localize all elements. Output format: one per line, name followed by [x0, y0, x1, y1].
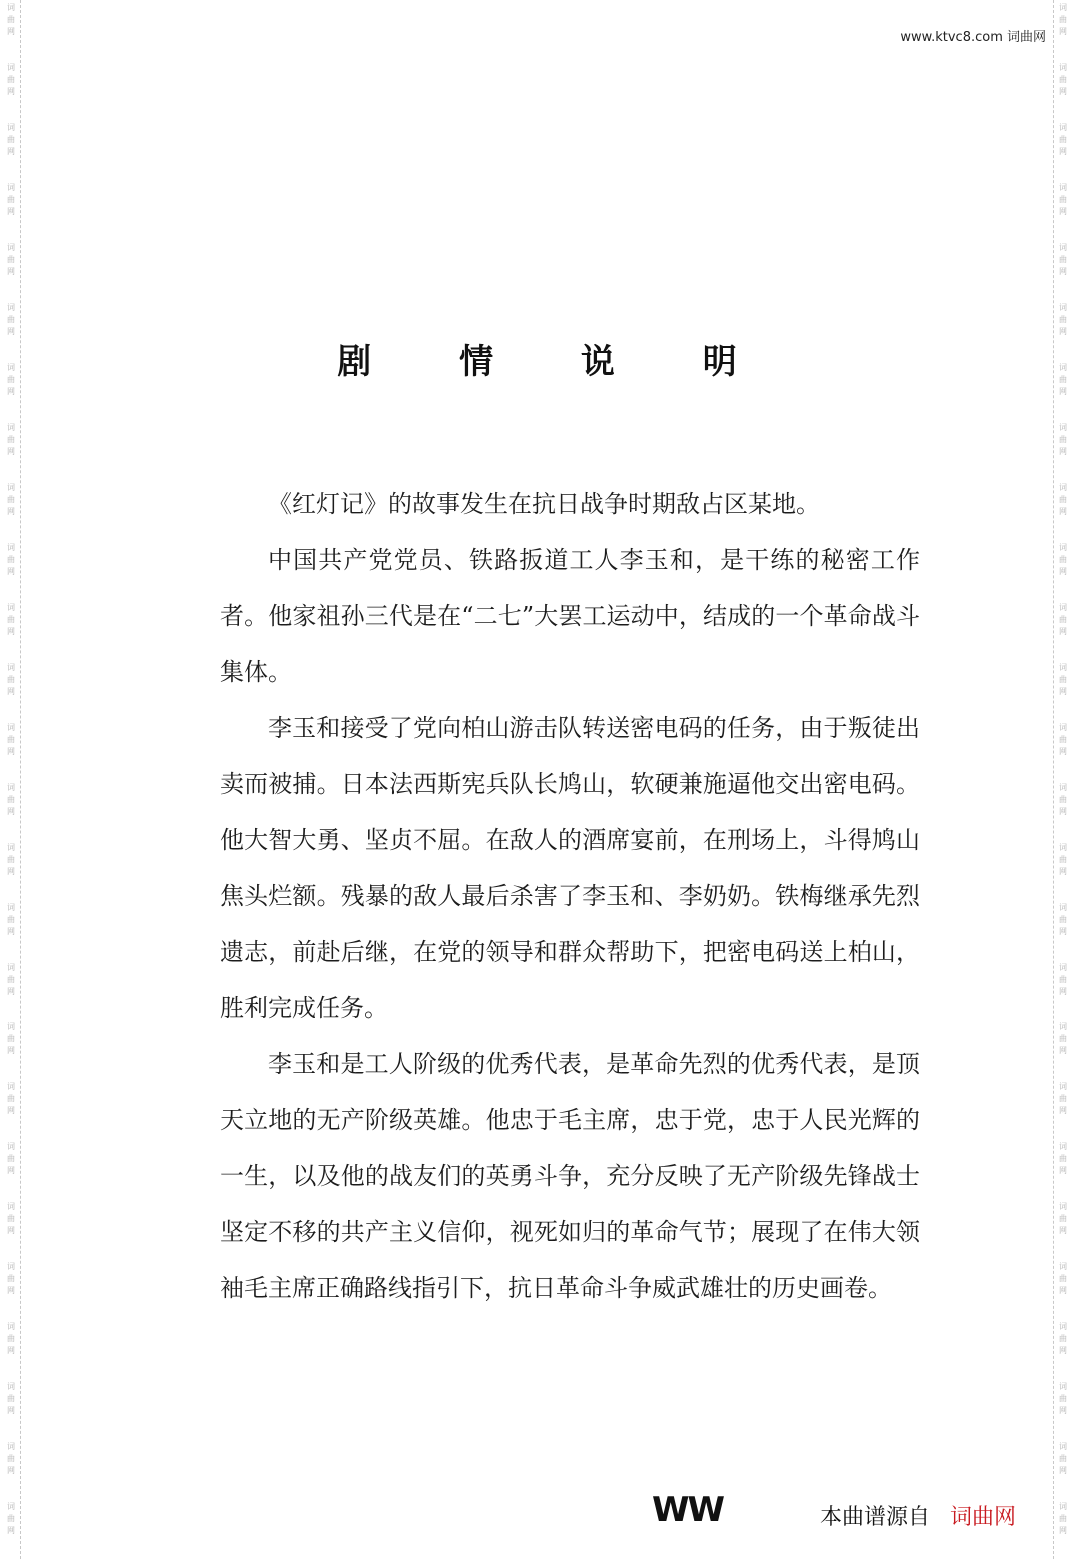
watermark-char: 网: [1059, 626, 1067, 636]
watermark-char: 曲: [1059, 15, 1067, 24]
watermark-char: 词: [7, 302, 15, 312]
watermark-group: [7, 480, 15, 540]
watermark-char: 网: [7, 926, 15, 936]
watermark-char: 网: [7, 27, 15, 36]
watermark-char: 曲: [7, 1214, 15, 1224]
watermark-char: 曲: [7, 674, 15, 684]
watermark-group: [1059, 660, 1067, 720]
paragraph: 李玉和是工人阶级的优秀代表，是革命先烈的优秀代表，是顶天立地的无产阶级英雄。他忠于毛主席，忠于党，忠于人民光辉的一生，以及他的战友们的英勇斗争，充分反映了无产阶级先锋战士坚定不移的共产主义信仰，视死如归的革命气节；展现了在伟大领袖毛主席正确路线指引下，抗日革命斗争威武雄壮的历史画卷。: [220, 1050, 920, 1302]
watermark-char: 曲: [1059, 794, 1067, 804]
watermark-group: [1059, 120, 1067, 180]
watermark-char: 词: [7, 1322, 15, 1332]
watermark-char: 网: [7, 746, 15, 756]
watermark-char: 网: [7, 566, 15, 576]
watermark-char: 网: [7, 1406, 15, 1416]
watermark-group: [7, 1139, 15, 1199]
watermark-char: 网: [7, 626, 15, 636]
watermark-char: 网: [7, 1166, 15, 1176]
watermark-group: [1059, 1019, 1067, 1079]
watermark-char: 词: [7, 842, 15, 852]
watermark-char: 曲: [7, 554, 15, 564]
watermark-char: 曲: [7, 914, 15, 924]
watermark-char: 词: [7, 1502, 15, 1512]
watermark-group: [1059, 0, 1067, 60]
watermark-group: [7, 1499, 15, 1559]
watermark-char: 词: [7, 1442, 15, 1452]
watermark-group: [7, 960, 15, 1020]
watermark-char: 曲: [7, 1034, 15, 1044]
watermark-char: 网: [7, 506, 15, 516]
watermark-char: 词: [7, 782, 15, 792]
watermark-char: 网: [1059, 266, 1067, 276]
watermark-char: 词: [7, 902, 15, 912]
watermark-char: 曲: [1059, 74, 1067, 84]
watermark-char: 词: [1059, 662, 1067, 672]
watermark-char: 网: [7, 206, 15, 216]
watermark-group: [7, 180, 15, 240]
watermark-char: 曲: [7, 1334, 15, 1344]
watermark-char: 曲: [1059, 1454, 1067, 1464]
watermark-group: [7, 540, 15, 600]
footer-logo: WW: [652, 1490, 724, 1530]
watermark-char: 词: [1059, 1442, 1067, 1452]
watermark-group: [7, 600, 15, 660]
watermark-group: [7, 900, 15, 960]
watermark-char: 网: [7, 1046, 15, 1056]
watermark-group: [1059, 1319, 1067, 1379]
watermark-char: 词: [7, 962, 15, 972]
watermark-char: 曲: [7, 1514, 15, 1524]
source-label: 本曲谱源自: [820, 1505, 931, 1530]
watermark-char: 曲: [1059, 914, 1067, 924]
watermark-char: 曲: [1059, 1154, 1067, 1164]
watermark-char: 网: [1059, 206, 1067, 216]
watermark-char: 网: [1059, 506, 1067, 516]
watermark-char: 曲: [1059, 674, 1067, 684]
watermark-char: 网: [1059, 1526, 1067, 1536]
watermark-char: 网: [1059, 806, 1067, 816]
watermark-group: [7, 840, 15, 900]
page-title: 剧 情 说 明: [337, 342, 775, 382]
left-watermark-strip: [2, 0, 21, 1559]
watermark-char: 词: [7, 1022, 15, 1032]
watermark-group: [1059, 900, 1067, 960]
paragraph: 《红灯记》的故事发生在抗日战争时期敌占区某地。: [268, 490, 820, 518]
watermark-char: 网: [7, 1106, 15, 1116]
paragraph: 中国共产党党员、铁路扳道工人李玉和，是干练的秘密工作者。他家祖孙三代是在“二七”大罢工运动中，结成的一个革命战斗集体。: [220, 546, 920, 686]
watermark-group: [7, 1079, 15, 1139]
watermark-group: [7, 420, 15, 480]
watermark-char: 网: [7, 386, 15, 396]
watermark-char: 词: [7, 182, 15, 192]
watermark-char: 网: [7, 686, 15, 696]
watermark-group: [7, 0, 15, 60]
watermark-char: 词: [1059, 782, 1067, 792]
watermark-char: 词: [7, 362, 15, 372]
watermark-char: 网: [7, 86, 15, 96]
watermark-char: 网: [7, 1286, 15, 1296]
watermark-char: 网: [1059, 86, 1067, 96]
watermark-group: [7, 120, 15, 180]
watermark-group: [1059, 960, 1067, 1020]
watermark-char: 网: [7, 1466, 15, 1476]
watermark-char: 网: [1059, 926, 1067, 936]
watermark-char: 词: [7, 242, 15, 252]
watermark-group: [7, 1319, 15, 1379]
watermark-char: 网: [1059, 1166, 1067, 1176]
watermark-char: 曲: [7, 74, 15, 84]
watermark-char: 网: [1059, 686, 1067, 696]
watermark-char: 网: [1059, 1466, 1067, 1476]
site-name-link[interactable]: 词曲网: [950, 1505, 1017, 1530]
watermark-char: 曲: [1059, 314, 1067, 324]
watermark-char: 曲: [1059, 134, 1067, 144]
watermark-group: [7, 1439, 15, 1499]
watermark-group: [1059, 60, 1067, 120]
watermark-char: 词: [7, 1082, 15, 1092]
watermark-char: 曲: [1059, 194, 1067, 204]
watermark-char: 网: [1059, 986, 1067, 996]
watermark-group: [1059, 1439, 1067, 1499]
watermark-char: 词: [1059, 1382, 1067, 1392]
watermark-char: 词: [1059, 842, 1067, 852]
watermark-char: 曲: [1059, 434, 1067, 444]
watermark-char: 曲: [1059, 1394, 1067, 1404]
watermark-char: 曲: [7, 15, 15, 24]
watermark-char: 曲: [1059, 734, 1067, 744]
paragraph: 李玉和接受了党向柏山游击队转送密电码的任务，由于叛徒出卖而被捕。日本法西斯宪兵队长鸠山，软硬兼施逼他交出密电码。他大智大勇、坚贞不屈。在敌人的酒席宴前，在刑场上，斗得鸠山焦头烂额。残暴的敌人最后杀害了李玉和、李奶奶。铁梅继承先烈遗志，前赴后继，在党的领导和群众帮助下，把密电码送上柏山，胜利完成任务。: [220, 714, 920, 1022]
watermark-group: [1059, 180, 1067, 240]
watermark-group: [1059, 1499, 1067, 1559]
watermark-char: 网: [7, 146, 15, 156]
watermark-char: 曲: [7, 1394, 15, 1404]
watermark-char: 网: [1059, 1346, 1067, 1356]
article-body: [220, 476, 920, 1316]
watermark-group: [7, 780, 15, 840]
watermark-group: [7, 1379, 15, 1439]
watermark-char: 曲: [7, 194, 15, 204]
watermark-char: 网: [1059, 386, 1067, 396]
watermark-char: 词: [1059, 1142, 1067, 1152]
watermark-group: [1059, 780, 1067, 840]
watermark-char: 词: [1059, 1322, 1067, 1332]
watermark-char: 词: [1059, 482, 1067, 492]
watermark-group: [1059, 1199, 1067, 1259]
watermark-char: 网: [1059, 446, 1067, 456]
watermark-char: 曲: [1059, 1274, 1067, 1284]
site-header-text: www.ktvc8.com 词曲网: [900, 30, 1046, 45]
watermark-group: [1059, 1379, 1067, 1439]
watermark-group: [1059, 240, 1067, 300]
watermark-char: 网: [7, 266, 15, 276]
watermark-char: 词: [7, 1382, 15, 1392]
watermark-group: [1059, 1139, 1067, 1199]
watermark-char: 词: [1059, 3, 1067, 12]
watermark-char: 词: [1059, 62, 1067, 72]
watermark-char: 曲: [1059, 254, 1067, 264]
watermark-char: 曲: [7, 1094, 15, 1104]
watermark-char: 词: [1059, 122, 1067, 132]
watermark-char: 网: [7, 806, 15, 816]
watermark-char: 曲: [1059, 554, 1067, 564]
watermark-group: [7, 660, 15, 720]
watermark-char: 网: [1059, 146, 1067, 156]
watermark-char: 词: [1059, 242, 1067, 252]
watermark-char: 曲: [7, 434, 15, 444]
watermark-char: 词: [1059, 962, 1067, 972]
watermark-char: 曲: [7, 134, 15, 144]
watermark-group: [1059, 1259, 1067, 1319]
watermark-group: [1059, 720, 1067, 780]
watermark-char: 词: [1059, 422, 1067, 432]
watermark-char: 词: [7, 122, 15, 132]
watermark-char: 网: [7, 326, 15, 336]
watermark-group: [7, 1259, 15, 1319]
watermark-group: [1059, 540, 1067, 600]
watermark-char: 曲: [7, 254, 15, 264]
watermark-group: [1059, 480, 1067, 540]
watermark-char: 词: [1059, 1502, 1067, 1512]
watermark-char: 词: [1059, 602, 1067, 612]
watermark-char: 曲: [1059, 1334, 1067, 1344]
watermark-char: 曲: [7, 974, 15, 984]
watermark-char: 网: [1059, 1406, 1067, 1416]
watermark-group: [1059, 600, 1067, 660]
watermark-char: 词: [7, 62, 15, 72]
watermark-char: 曲: [7, 494, 15, 504]
watermark-char: 网: [1059, 27, 1067, 36]
watermark-char: 曲: [7, 794, 15, 804]
watermark-char: 词: [1059, 902, 1067, 912]
watermark-char: 曲: [1059, 1094, 1067, 1104]
watermark-char: 网: [1059, 746, 1067, 756]
watermark-char: 网: [7, 446, 15, 456]
watermark-char: 词: [7, 1262, 15, 1272]
watermark-char: 网: [1059, 326, 1067, 336]
watermark-char: 网: [1059, 566, 1067, 576]
watermark-char: 网: [7, 986, 15, 996]
watermark-char: 曲: [1059, 1514, 1067, 1524]
watermark-group: [7, 720, 15, 780]
watermark-char: 网: [7, 1346, 15, 1356]
watermark-char: 词: [7, 542, 15, 552]
watermark-char: 词: [7, 482, 15, 492]
watermark-char: 曲: [1059, 374, 1067, 384]
watermark-char: 网: [1059, 1046, 1067, 1056]
watermark-char: 词: [7, 1142, 15, 1152]
watermark-char: 网: [7, 1526, 15, 1536]
watermark-group: [1059, 840, 1067, 900]
watermark-group: [7, 240, 15, 300]
watermark-char: 网: [7, 866, 15, 876]
watermark-char: 词: [1059, 722, 1067, 732]
watermark-char: 词: [7, 722, 15, 732]
watermark-char: 网: [1059, 1286, 1067, 1296]
watermark-char: 曲: [7, 614, 15, 624]
watermark-group: [7, 60, 15, 120]
watermark-char: 词: [1059, 182, 1067, 192]
watermark-char: 词: [1059, 1202, 1067, 1212]
watermark-char: 曲: [7, 1154, 15, 1164]
watermark-char: 曲: [1059, 494, 1067, 504]
watermark-char: 曲: [1059, 1214, 1067, 1224]
watermark-char: 词: [7, 3, 15, 12]
watermark-char: 曲: [7, 854, 15, 864]
watermark-char: 曲: [7, 1454, 15, 1464]
watermark-char: 曲: [7, 374, 15, 384]
watermark-char: 曲: [1059, 854, 1067, 864]
watermark-char: 词: [1059, 1082, 1067, 1092]
watermark-char: 词: [1059, 1262, 1067, 1272]
watermark-group: [7, 1019, 15, 1079]
watermark-group: [7, 1199, 15, 1259]
watermark-char: 曲: [7, 314, 15, 324]
watermark-group: [1059, 420, 1067, 480]
watermark-char: 词: [1059, 362, 1067, 372]
watermark-char: 词: [7, 422, 15, 432]
watermark-char: 网: [1059, 1106, 1067, 1116]
footer-credit: [820, 1500, 1016, 1531]
watermark-char: 词: [7, 1202, 15, 1212]
watermark-char: 词: [7, 662, 15, 672]
watermark-char: 网: [1059, 1226, 1067, 1236]
watermark-char: 曲: [7, 1274, 15, 1284]
watermark-char: 曲: [1059, 1034, 1067, 1044]
watermark-char: 网: [1059, 866, 1067, 876]
watermark-char: 词: [1059, 302, 1067, 312]
watermark-char: 曲: [7, 734, 15, 744]
watermark-char: 曲: [1059, 974, 1067, 984]
watermark-char: 词: [7, 602, 15, 612]
right-watermark-strip: [1053, 0, 1072, 1559]
watermark-char: 网: [7, 1226, 15, 1236]
watermark-char: 词: [1059, 1022, 1067, 1032]
watermark-char: 词: [1059, 542, 1067, 552]
watermark-char: 曲: [1059, 614, 1067, 624]
watermark-group: [1059, 1079, 1067, 1139]
